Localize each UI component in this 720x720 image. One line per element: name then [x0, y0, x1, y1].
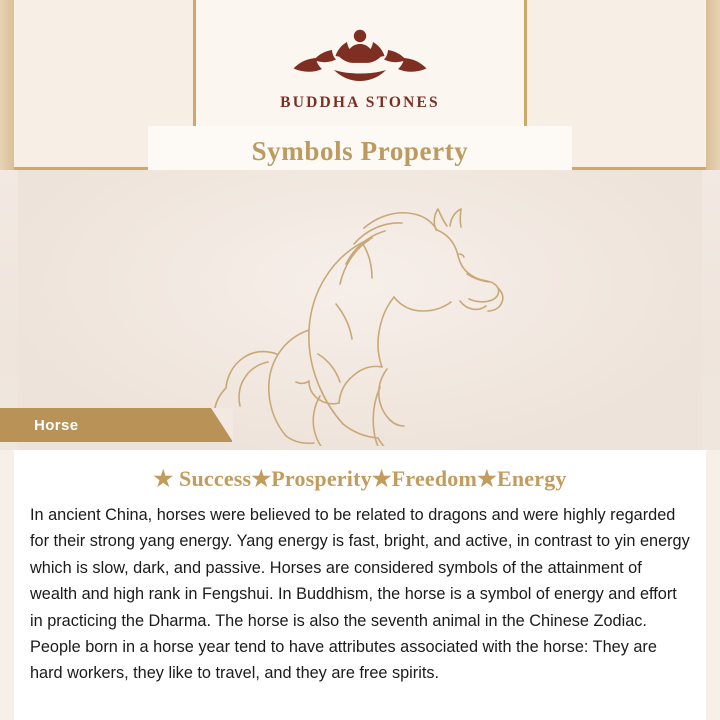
- brand-block: [0, 24, 720, 112]
- category-label: Horse: [34, 416, 79, 434]
- lotus-meditation-icon: [286, 24, 434, 86]
- description-paragraph: In ancient China, horses were believed to be related to dragons and were highly regarded for their strong yang energy. Yang energy is fast, bright, and active, in contrast to yin energy which is slow, dark, and passive. Horses are considered symbols of the attainment of wealth and high rank in Fengshui. In Buddhism, the horse is a symbol of energy and effort in practicing the Dharma. The horse is also the seventh animal in the Chinese Zodiac. People born in a horse year tend to have attributes associated with the horse: They are hard workers, they like to travel, and they are free spirits.: [30, 506, 690, 683]
- description-panel: [14, 450, 706, 720]
- page-title: Symbols Property: [251, 135, 469, 166]
- page-title-bar: [148, 126, 572, 176]
- brand-name: BUDDHA STONES: [280, 94, 440, 111]
- category-ribbon: [0, 408, 232, 442]
- keywords-line: ★ Success★Prosperity★Freedom★Energy: [153, 466, 567, 491]
